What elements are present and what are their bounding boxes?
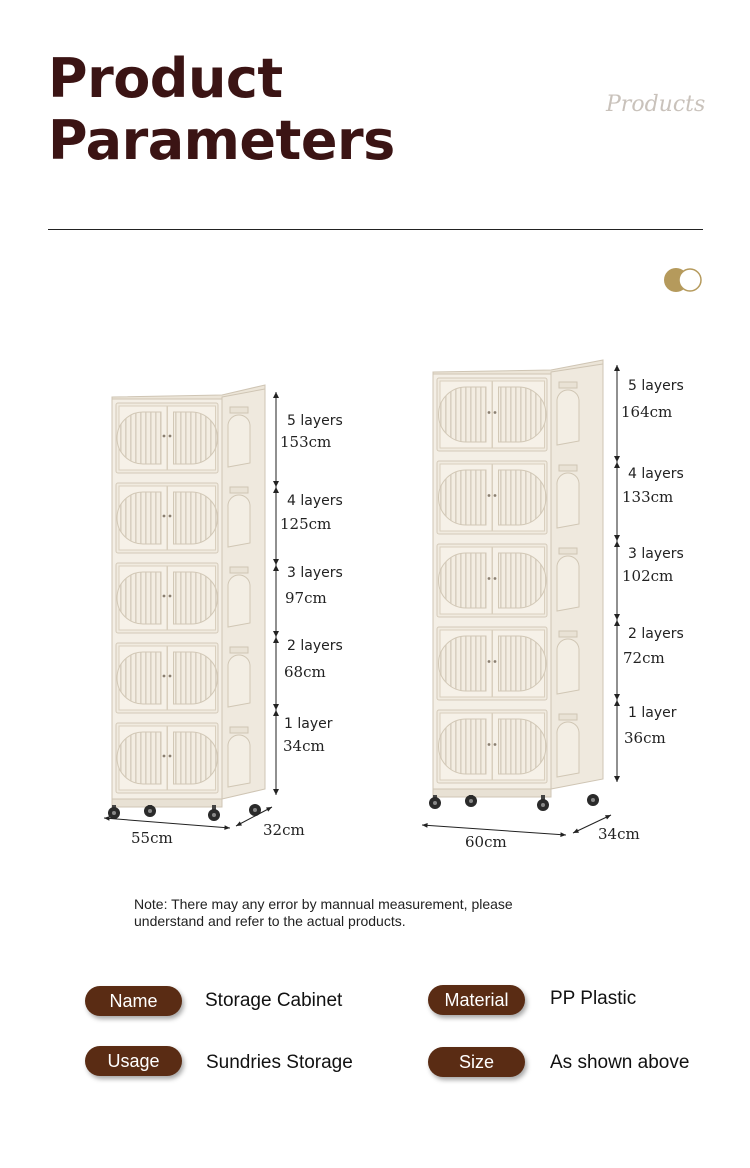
door-knob [169, 435, 172, 438]
door-knob [169, 595, 172, 598]
left-depth: 32cm [263, 821, 305, 839]
right-layer5-label: 5 layers [628, 378, 684, 394]
side-arch [557, 639, 579, 694]
side-arch [557, 390, 579, 445]
arrow-head [560, 832, 566, 837]
door-knob [163, 435, 166, 438]
door-knob [163, 675, 166, 678]
name-badge: Name [85, 986, 182, 1016]
arrow-head [104, 816, 110, 821]
left-layer5-label: 5 layers [287, 413, 343, 429]
right-layer2-height: 72cm [623, 649, 665, 667]
door-knob [163, 755, 166, 758]
side-arch [228, 735, 250, 787]
door-knob [169, 675, 172, 678]
door-knob [488, 743, 491, 746]
arrow-head [273, 631, 279, 637]
side-arch [228, 655, 250, 707]
cabinet-five-layer-60cm [429, 360, 603, 811]
size-badge: Size [428, 1047, 525, 1077]
cabinet-five-layer-55cm [108, 385, 265, 821]
door-knob [488, 494, 491, 497]
side-handle [230, 407, 248, 413]
usage-value: Sundries Storage [206, 1052, 353, 1073]
right-layer2-label: 2 layers [628, 626, 684, 642]
left-layer2-label: 2 layers [287, 638, 343, 654]
measurement-note [134, 896, 604, 930]
wheel-hub [212, 813, 216, 817]
left-layer1-label: 1 layer [284, 716, 333, 732]
cabinet-base [112, 799, 222, 807]
right-layer1-label: 1 layer [628, 705, 677, 721]
wheel-hub [148, 809, 152, 813]
side-arch [557, 556, 579, 611]
left-width: 55cm [131, 829, 173, 847]
arrow-head [422, 823, 428, 828]
cabinet-base [433, 789, 551, 797]
arrow-head [614, 365, 620, 371]
door-knob [488, 577, 491, 580]
left-layer4-height: 125cm [280, 515, 332, 533]
right-layer4-height: 133cm [622, 488, 674, 506]
wheel-hub [591, 798, 595, 802]
side-handle [230, 567, 248, 573]
products-watermark: Products [606, 92, 706, 117]
door-knob [163, 595, 166, 598]
left-layer3-height: 97cm [285, 589, 327, 607]
door-knob [488, 660, 491, 663]
door-knob [488, 411, 491, 414]
arrow-head [273, 487, 279, 493]
right-layer3-label: 3 layers [628, 546, 684, 562]
right-layer3-height: 102cm [622, 567, 674, 585]
arrow-head [273, 637, 279, 643]
arrow-head [273, 559, 279, 565]
arrow-head [614, 776, 620, 782]
left-layer5-height: 153cm [280, 433, 332, 451]
side-handle [230, 487, 248, 493]
side-handle [559, 382, 577, 388]
left-layer4-label: 4 layers [287, 493, 343, 509]
door-knob [494, 411, 497, 414]
arrow-head [224, 825, 230, 830]
side-handle [559, 631, 577, 637]
material-badge: Material [428, 985, 525, 1015]
side-arch [557, 473, 579, 528]
left-layer3-label: 3 layers [287, 565, 343, 581]
arrow-head [273, 392, 279, 398]
arrow-head [273, 481, 279, 487]
right-layer5-height: 164cm [621, 403, 673, 421]
door-knob [494, 660, 497, 663]
arrow-head [273, 710, 279, 716]
door-knob [169, 755, 172, 758]
right-layer4-label: 4 layers [628, 466, 684, 482]
arrow-head [614, 541, 620, 547]
door-knob [494, 494, 497, 497]
note-line-1: Note: There may any error by mannual measurement, please [134, 896, 513, 912]
side-handle [559, 714, 577, 720]
size-value: As shown above [550, 1052, 690, 1073]
note-line-2: understand and refer to the actual products. [134, 913, 406, 929]
title-line-1: Product [48, 47, 283, 110]
arrow-head [614, 614, 620, 620]
door-knob [169, 515, 172, 518]
door-knob [163, 515, 166, 518]
title-line-2: Parameters [48, 109, 395, 172]
side-arch [228, 575, 250, 627]
door-knob [494, 743, 497, 746]
arrow-head [614, 700, 620, 706]
side-arch [228, 415, 250, 467]
wheel-hub [253, 808, 257, 812]
right-width: 60cm [465, 833, 507, 851]
usage-badge: Usage [85, 1046, 182, 1076]
side-handle [230, 727, 248, 733]
left-layer2-height: 68cm [284, 663, 326, 681]
side-arch [557, 722, 579, 777]
wheel-hub [112, 811, 116, 815]
material-value: PP Plastic [550, 988, 637, 1009]
arrow-head [614, 456, 620, 462]
right-depth: 34cm [598, 825, 640, 843]
arrow-head [273, 565, 279, 571]
arrow-head [273, 789, 279, 795]
name-value: Storage Cabinet [205, 990, 343, 1011]
right-layer1-height: 36cm [624, 729, 666, 747]
side-handle [559, 548, 577, 554]
wheel-hub [469, 799, 473, 803]
wheel-hub [433, 801, 437, 805]
arrow-head [614, 462, 620, 468]
arrow-head [614, 694, 620, 700]
arrow-head [614, 535, 620, 541]
wheel-hub [541, 803, 545, 807]
arrow-head [614, 620, 620, 626]
side-handle [559, 465, 577, 471]
arrow-head [273, 704, 279, 710]
side-handle [230, 647, 248, 653]
side-arch [228, 495, 250, 547]
left-layer1-height: 34cm [283, 737, 325, 755]
door-knob [494, 577, 497, 580]
